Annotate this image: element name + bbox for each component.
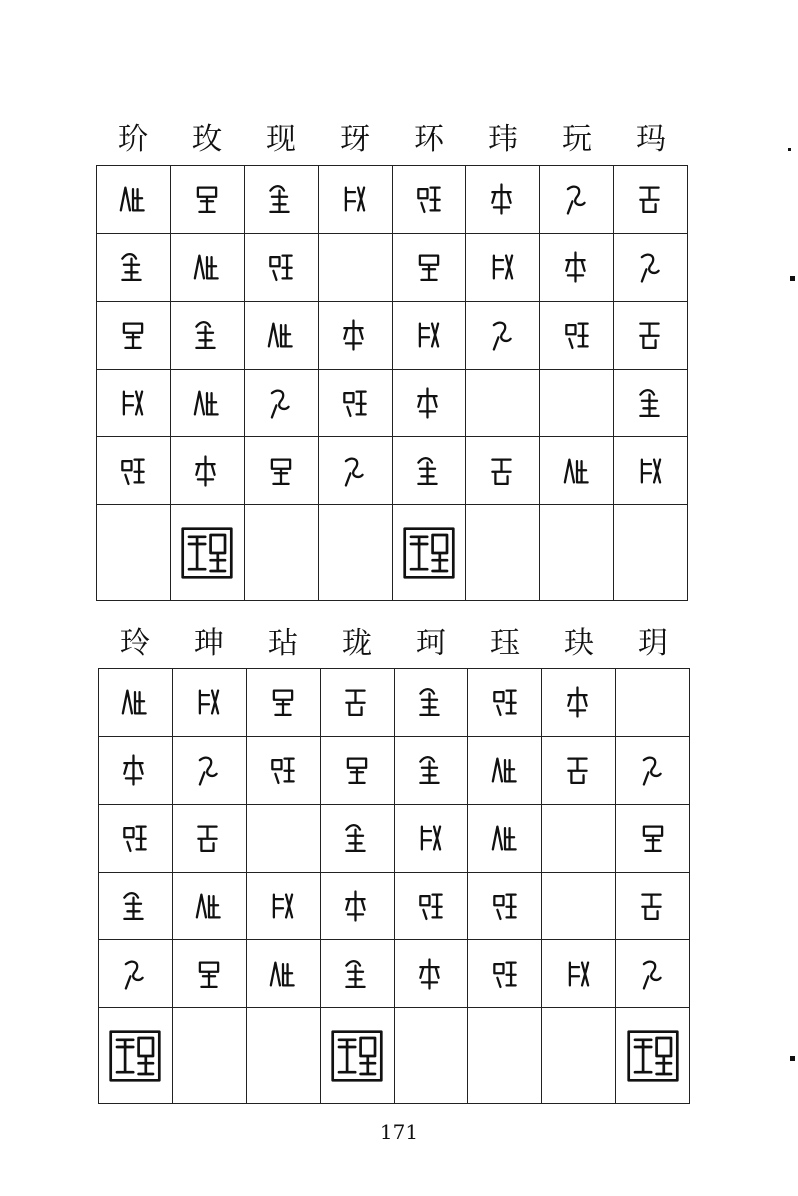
glyph-cell [246, 872, 320, 940]
glyph-cell [99, 872, 173, 940]
heading-char: 玦 [564, 626, 594, 661]
glyph-cell [468, 669, 542, 737]
ancient-script-glyph-icon [192, 751, 226, 789]
glyph-cell [616, 872, 690, 940]
ancient-script-glyph-icon [488, 683, 522, 721]
glyph-cell [172, 669, 246, 737]
ancient-script-glyph-icon [190, 248, 224, 286]
ancient-script-glyph-icon [488, 955, 522, 993]
glyph-cell [170, 166, 244, 234]
glyph-cell [540, 233, 614, 301]
glyph-cell [542, 669, 616, 737]
glyph-cell [318, 301, 392, 369]
table-row [97, 437, 688, 505]
table-row [97, 505, 688, 601]
glyph-cell [394, 804, 468, 872]
scan-mark [788, 148, 791, 151]
glyph-cell [394, 940, 468, 1008]
glyph-cell [172, 940, 246, 1008]
heading-char: 玥 [638, 626, 668, 661]
ancient-script-glyph-icon [340, 751, 374, 789]
glyph-cell [99, 804, 173, 872]
glyph-cell [466, 166, 540, 234]
ancient-script-glyph-icon [414, 819, 448, 857]
glyph-cell [246, 1008, 320, 1104]
glyph-cell [170, 505, 244, 601]
heading-char: 玫 [192, 122, 222, 157]
table-row [99, 736, 690, 804]
glyph-cell [320, 804, 394, 872]
ancient-script-glyph-icon [118, 819, 152, 857]
glyph-cell [394, 736, 468, 804]
heading-char: 玡 [340, 122, 370, 157]
ancient-script-glyph-icon [486, 452, 520, 490]
ancient-script-glyph-icon [488, 887, 522, 925]
glyph-cell [614, 369, 688, 437]
ancient-script-glyph-icon [412, 316, 446, 354]
ancient-script-glyph-icon [116, 452, 150, 490]
glyph-cell [318, 505, 392, 601]
ancient-script-glyph-icon [118, 955, 152, 993]
glyph-cell [542, 872, 616, 940]
glyph-cell [616, 940, 690, 1008]
glyph-cell [172, 804, 246, 872]
glyph-cell [97, 233, 171, 301]
glyph-cell [320, 872, 394, 940]
glyph-cell [468, 940, 542, 1008]
section-2-heading [98, 624, 690, 664]
heading-char: 玷 [268, 626, 298, 661]
glyph-cell [246, 940, 320, 1008]
page-number: 171 [379, 1120, 419, 1144]
seal-glyph-icon [402, 526, 456, 580]
glyph-cell [466, 301, 540, 369]
section-1-heading [96, 120, 688, 160]
glyph-cell [97, 301, 171, 369]
glyph-cell [466, 437, 540, 505]
glyph-cell [392, 505, 466, 601]
glyph-cell [99, 736, 173, 804]
table-row [99, 1008, 690, 1104]
ancient-script-glyph-icon [414, 683, 448, 721]
glyph-cell [614, 233, 688, 301]
glyph-cell [320, 669, 394, 737]
ancient-script-glyph-icon [414, 887, 448, 925]
glyph-cell [170, 369, 244, 437]
table-row [99, 804, 690, 872]
ancient-script-glyph-icon [116, 248, 150, 286]
seal-glyph-icon [180, 526, 234, 580]
heading-char: 玩 [562, 122, 592, 157]
heading-char: 现 [266, 122, 296, 157]
seal-glyph-icon [108, 1029, 162, 1083]
glyph-cell [392, 437, 466, 505]
ancient-script-glyph-icon [118, 751, 152, 789]
ancient-script-glyph-icon [338, 316, 372, 354]
heading-char: 玮 [488, 122, 518, 157]
ancient-script-glyph-icon [116, 316, 150, 354]
section-1-table [96, 165, 688, 601]
ancient-script-glyph-icon [486, 316, 520, 354]
glyph-cell [97, 369, 171, 437]
seal-glyph-icon [626, 1029, 680, 1083]
glyph-cell [392, 301, 466, 369]
ancient-script-glyph-icon [412, 180, 446, 218]
ancient-script-glyph-icon [562, 751, 596, 789]
glyph-cell [97, 166, 171, 234]
glyph-cell [97, 437, 171, 505]
glyph-cell [244, 233, 318, 301]
glyph-cell [318, 233, 392, 301]
glyph-cell [318, 369, 392, 437]
glyph-cell [170, 301, 244, 369]
table-row [97, 301, 688, 369]
glyph-cell [97, 505, 171, 601]
heading-char: 玲 [120, 626, 150, 661]
glyph-cell [392, 233, 466, 301]
table-row [99, 940, 690, 1008]
ancient-script-glyph-icon [190, 316, 224, 354]
glyph-cell [244, 505, 318, 601]
glyph-cell [392, 369, 466, 437]
ancient-script-glyph-icon [562, 955, 596, 993]
ancient-script-glyph-icon [340, 955, 374, 993]
ancient-script-glyph-icon [412, 384, 446, 422]
ancient-script-glyph-icon [338, 180, 372, 218]
glyph-cell [318, 437, 392, 505]
ancient-script-glyph-icon [192, 683, 226, 721]
glyph-cell [244, 369, 318, 437]
table-row [99, 872, 690, 940]
ancient-script-glyph-icon [192, 955, 226, 993]
heading-char: 玛 [636, 122, 666, 157]
glyph-cell [99, 1008, 173, 1104]
glyph-cell [614, 505, 688, 601]
glyph-cell [540, 437, 614, 505]
ancient-script-glyph-icon [190, 180, 224, 218]
glyph-cell [616, 669, 690, 737]
glyph-cell [468, 1008, 542, 1104]
ancient-script-glyph-icon [338, 452, 372, 490]
glyph-cell [392, 166, 466, 234]
ancient-script-glyph-icon [412, 452, 446, 490]
ancient-script-glyph-icon [560, 452, 594, 490]
glyph-cell [99, 669, 173, 737]
ancient-script-glyph-icon [190, 452, 224, 490]
glyph-cell [394, 669, 468, 737]
glyph-cell [542, 940, 616, 1008]
glyph-cell [616, 1008, 690, 1104]
scan-mark [790, 276, 795, 281]
ancient-script-glyph-icon [560, 316, 594, 354]
ancient-script-glyph-icon [636, 819, 670, 857]
glyph-cell [542, 1008, 616, 1104]
glyph-cell [540, 369, 614, 437]
glyph-cell [614, 166, 688, 234]
heading-char: 珅 [194, 626, 224, 661]
glyph-cell [468, 804, 542, 872]
ancient-script-glyph-icon [634, 384, 668, 422]
table-row [97, 369, 688, 437]
ancient-script-glyph-icon [560, 180, 594, 218]
glyph-cell [468, 736, 542, 804]
glyph-cell [542, 804, 616, 872]
glyph-cell [540, 301, 614, 369]
glyph-cell [540, 166, 614, 234]
seal-glyph-icon [330, 1029, 384, 1083]
glyph-cell [468, 872, 542, 940]
table-row [97, 166, 688, 234]
heading-char: 环 [414, 122, 444, 157]
ancient-script-glyph-icon [636, 887, 670, 925]
ancient-script-glyph-icon [560, 248, 594, 286]
ancient-script-glyph-icon [634, 248, 668, 286]
table-row [99, 669, 690, 737]
heading-char: 玠 [118, 122, 148, 157]
glyph-cell [394, 872, 468, 940]
glyph-cell [244, 301, 318, 369]
ancient-script-glyph-icon [636, 955, 670, 993]
ancient-script-glyph-icon [340, 683, 374, 721]
ancient-script-glyph-icon [634, 452, 668, 490]
glyph-cell [540, 505, 614, 601]
glyph-cell [320, 940, 394, 1008]
ancient-script-glyph-icon [192, 887, 226, 925]
glyph-cell [542, 736, 616, 804]
glyph-cell [244, 166, 318, 234]
ancient-script-glyph-icon [340, 887, 374, 925]
ancient-script-glyph-icon [192, 819, 226, 857]
ancient-script-glyph-icon [634, 180, 668, 218]
ancient-script-glyph-icon [116, 180, 150, 218]
ancient-script-glyph-icon [488, 751, 522, 789]
glyph-cell [99, 940, 173, 1008]
glyph-cell [170, 437, 244, 505]
glyph-cell [172, 1008, 246, 1104]
glyph-cell [614, 301, 688, 369]
ancient-script-glyph-icon [264, 452, 298, 490]
glyph-cell [318, 166, 392, 234]
heading-char: 珑 [342, 626, 372, 661]
ancient-script-glyph-icon [118, 683, 152, 721]
ancient-script-glyph-icon [264, 384, 298, 422]
glyph-cell [246, 669, 320, 737]
glyph-cell [170, 233, 244, 301]
heading-char: 珂 [416, 626, 446, 661]
glyph-cell [466, 369, 540, 437]
glyph-cell [320, 736, 394, 804]
glyph-cell [320, 1008, 394, 1104]
table-row [97, 233, 688, 301]
ancient-script-glyph-icon [116, 384, 150, 422]
glyph-cell [466, 505, 540, 601]
ancient-script-glyph-icon [264, 248, 298, 286]
glyph-cell [394, 1008, 468, 1104]
glyph-cell [616, 736, 690, 804]
ancient-script-glyph-icon [412, 248, 446, 286]
ancient-script-glyph-icon [264, 316, 298, 354]
ancient-script-glyph-icon [414, 751, 448, 789]
ancient-script-glyph-icon [190, 384, 224, 422]
glyph-cell [246, 804, 320, 872]
ancient-script-glyph-icon [266, 887, 300, 925]
section-2-table [98, 668, 690, 1104]
ancient-script-glyph-icon [266, 955, 300, 993]
glyph-cell [614, 437, 688, 505]
glyph-cell [244, 437, 318, 505]
glyph-cell [466, 233, 540, 301]
ancient-script-glyph-icon [636, 751, 670, 789]
ancient-script-glyph-icon [264, 180, 298, 218]
ancient-script-glyph-icon [338, 384, 372, 422]
heading-char: 珏 [490, 626, 520, 661]
ancient-script-glyph-icon [266, 751, 300, 789]
ancient-script-glyph-icon [266, 683, 300, 721]
glyph-cell [172, 872, 246, 940]
glyph-cell [172, 736, 246, 804]
ancient-script-glyph-icon [634, 316, 668, 354]
glyph-cell [246, 736, 320, 804]
ancient-script-glyph-icon [486, 248, 520, 286]
scan-mark [790, 1056, 795, 1061]
ancient-script-glyph-icon [562, 683, 596, 721]
glyph-cell [616, 804, 690, 872]
ancient-script-glyph-icon [488, 819, 522, 857]
ancient-script-glyph-icon [118, 887, 152, 925]
ancient-script-glyph-icon [414, 955, 448, 993]
ancient-script-glyph-icon [486, 180, 520, 218]
ancient-script-glyph-icon [340, 819, 374, 857]
